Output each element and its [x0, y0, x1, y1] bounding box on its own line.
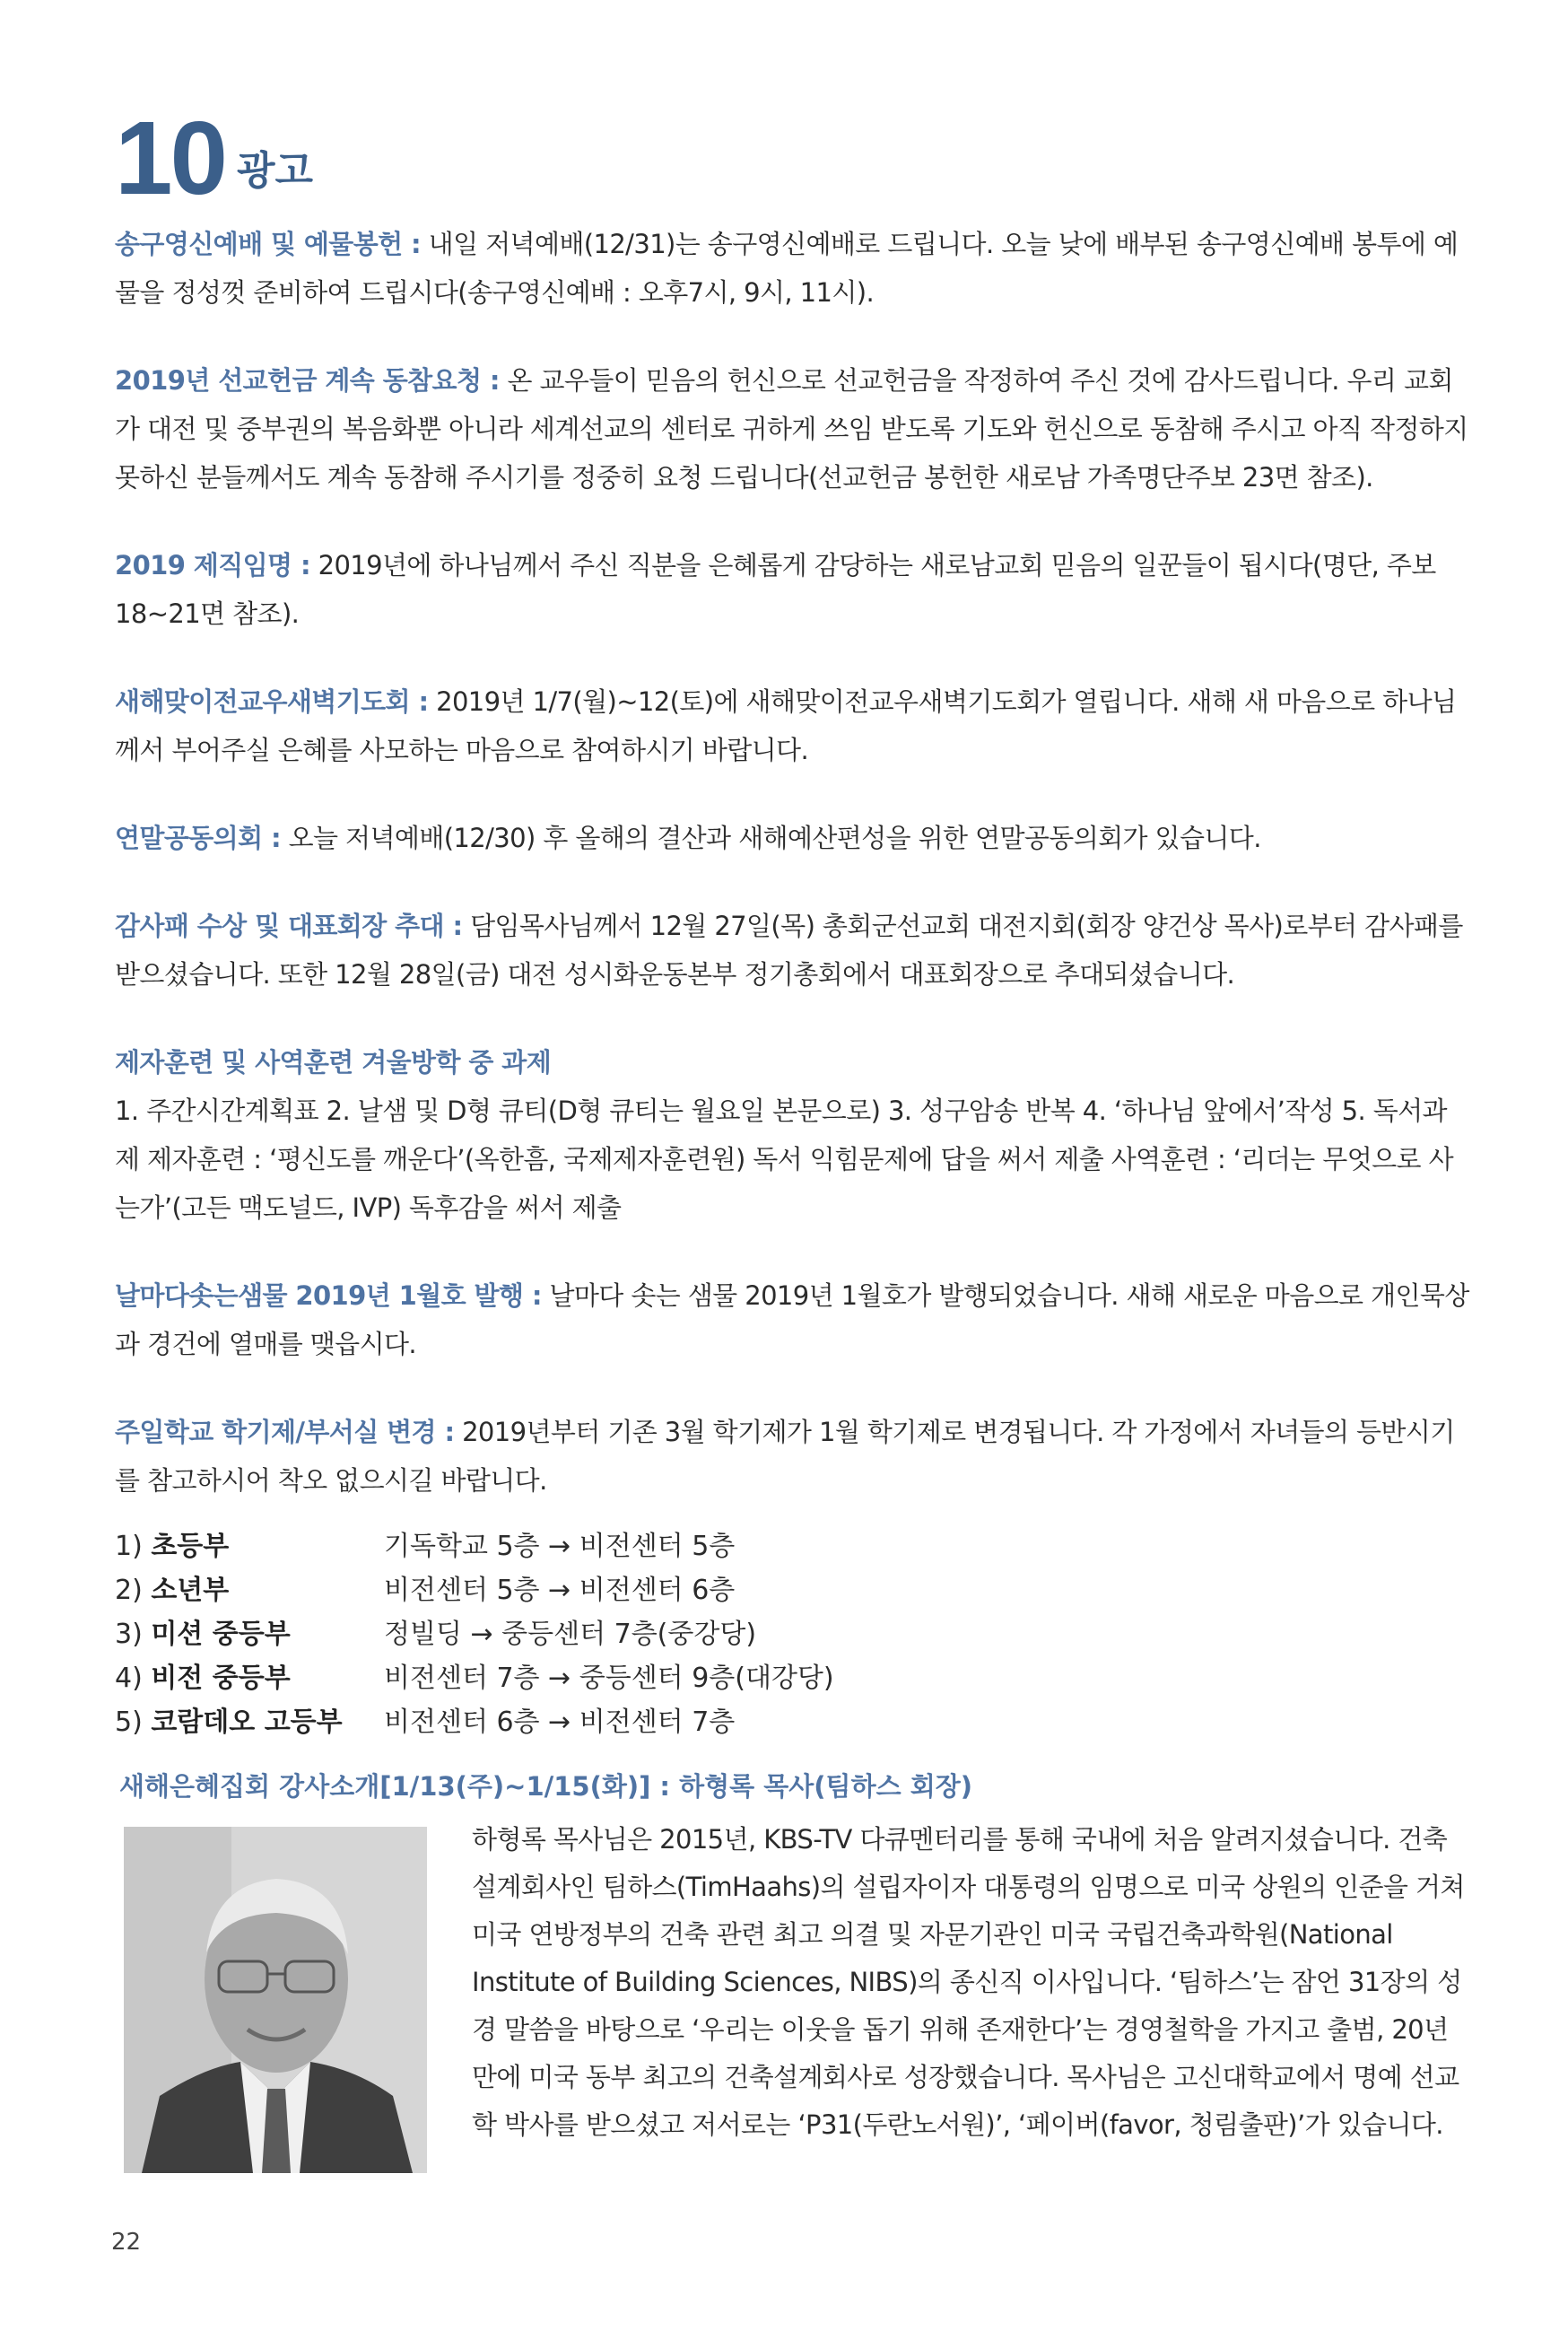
department-move-list: [115, 1524, 1469, 1744]
list-item: [115, 1656, 1469, 1700]
announcement-item: [115, 1271, 1469, 1368]
announcement-body: 2019년에 하나님께서 주신 직분을 은혜롭게 감당하는 새로남교회 믿음의 일꾼들이 됩시다(명단, 주보 18~21면 참조).: [115, 550, 1436, 629]
department-name: 소년부: [151, 1575, 230, 1606]
announcements: [115, 220, 1469, 2173]
announcement-heading: 연말공동의회 :: [115, 823, 281, 853]
assignment-heading: 제자훈련 및 사역훈련 겨울방학 중 과제: [115, 1047, 552, 1078]
announcement-body: 내일 저녁예배(12/31)는 송구영신예배로 드립니다. 오늘 낮에 배부된 송구영신예배 봉투에 예물을 정성껏 준비하여 드립시다(송구영신예배 : 오후7시, 9시, 11시).: [115, 229, 1459, 308]
list-number: 2): [115, 1575, 152, 1606]
speaker-photo: [124, 1827, 427, 2173]
list-number: 3): [115, 1619, 152, 1650]
list-item: [115, 1700, 1469, 1744]
announcement-item: [115, 677, 1469, 774]
speaker-bio: 하형록 목사님은 2015년, KBS-TV 다큐멘터리를 통해 국내에 처음 알려지셨습니다. 건축설계회사인 팀하스(TimHaahs)의 설립자이자 대통령의 임명으로 미국 상원의 인준을 거쳐 미국 연방정부의 건축 관련 최고 의결 및 자문기관인 미국 국립건축과학원(National Institute of Building Sciences, NIBS)의 종신직 이사입니다. ‘팀하스’는 잠언 31장의 성경 말씀을 바탕으로 ‘우리는 이웃을 돕기 위해 존재한다’는 경영철학을 가지고 출범, 20년 만에 미국 동부 최고의 건축설계회사로 성장했습니다. 목사님은 고신대학교에서 명예 선교학 박사를 받으셨고 저서로는 ‘P31(두란노서원)’, ‘페이버(favor, 청림출판)’가 있습니다.: [472, 1824, 1465, 2140]
room-change: 비전센터 6층 → 비전센터 7층: [384, 1707, 736, 1738]
room-change: 비전센터 5층 → 비전센터 6층: [384, 1575, 736, 1606]
announcement-heading: 새해맞이전교우새벽기도회 :: [115, 686, 429, 717]
list-item: [115, 1524, 1469, 1568]
department-name: 초등부: [151, 1531, 230, 1562]
announcement-heading: 날마다솟는샘물 2019년 1월호 발행 :: [115, 1280, 542, 1311]
announcement-body: 2019년부터 기존 3월 학기제가 1월 학기제로 변경됩니다. 각 가정에서 자녀들의 등반시기를 참고하시어 착오 없으시길 바랍니다.: [115, 1417, 1455, 1496]
list-item: [115, 1612, 1469, 1656]
room-change: 기독학교 5층 → 비전센터 5층: [384, 1531, 736, 1562]
announcement-heading: 감사패 수상 및 대표회장 추대 :: [115, 911, 463, 941]
announcement-item: [115, 220, 1469, 317]
department-name: 비전 중등부: [151, 1663, 291, 1694]
announcement-body: 온 교우들이 믿음의 헌신으로 선교헌금을 작정하여 주신 것에 감사드립니다. 우리 교회가 대전 및 중부권의 복음화뿐 아니라 세계선교의 센터로 귀하게 쓰임 받도록 기도와 헌신으로 동참해 주시고 아직 작정하지 못하신 분들께서도 계속 동참해 주시기를 정중히 요청 드립니다(선교헌금 봉헌한 새로남 가족명단주보 23면 참조).: [115, 365, 1468, 493]
assignment-block: [115, 1038, 1469, 1232]
list-item: [115, 1568, 1469, 1612]
section-title: 광고: [237, 148, 314, 194]
announcement-item: [115, 814, 1469, 862]
assignment-body: 1. 주간시간계획표 2. 날샘 및 D형 큐티(D형 큐티는 월요일 본문으로) 3. 성구암송 반복 4. ‘하나님 앞에서’작성 5. 독서과제 제자훈련 : ‘평신도를 깨운다’(옥한흠, 국제제자훈련원) 독서 익힘문제에 답을 써서 제출 사역훈련 : ‘리더는 무엇으로 사는가’(고든 맥도널드, IVP) 독후감을 써서 제출: [115, 1096, 1453, 1223]
department-name: 코람데오 고등부: [151, 1707, 343, 1738]
section-number: 10: [115, 100, 226, 216]
speaker-section: [115, 1816, 1469, 2173]
announcement-body: 2019년 1/7(월)~12(토)에 새해맞이전교우새벽기도회가 열립니다. 새해 새 마음으로 하나님께서 부어주실 은혜를 사모하는 마음으로 참여하시기 바랍니다.: [115, 686, 1457, 765]
portrait-illustration: [124, 1827, 427, 2173]
announcement-item: [115, 356, 1469, 502]
room-change: 비전센터 7층 → 중등센터 9층(대강당): [384, 1663, 834, 1694]
speaker-heading: 새해은혜집회 강사소개[1/13(주)~1/15(화)] : 하형록 목사(팀하스 회장): [119, 1771, 972, 1802]
list-number: 4): [115, 1663, 152, 1694]
announcement-item: [115, 902, 1469, 999]
announcement-item: [115, 541, 1469, 638]
announcement-heading: 송구영신예배 및 예물봉헌 :: [115, 229, 422, 259]
announcement-item: [115, 1408, 1469, 1505]
department-name: 미션 중등부: [151, 1619, 291, 1650]
list-number: 5): [115, 1707, 152, 1738]
room-change: 정빌딩 → 중등센터 7층(중강당): [384, 1619, 757, 1650]
announcement-heading: 2019년 선교헌금 계속 동참요청 :: [115, 365, 500, 396]
list-number: 1): [115, 1531, 152, 1562]
announcement-heading: 2019 제직임명 :: [115, 550, 310, 581]
page-number: 22: [111, 2229, 142, 2256]
announcement-body: 날마다 솟는 샘물 2019년 1월호가 발행되었습니다. 새해 새로운 마음으로 개인묵상과 경건에 열매를 맺읍시다.: [115, 1280, 1469, 1359]
announcement-heading: 주일학교 학기제/부서실 변경 :: [115, 1417, 455, 1447]
announcement-body: 오늘 저녁예배(12/30) 후 올해의 결산과 새해예산편성을 위한 연말공동의회가 있습니다.: [280, 823, 1261, 853]
announcement-body: 담임목사님께서 12월 27일(목) 총회군선교회 대전지회(회장 양건상 목사)로부터 감사패를 받으셨습니다. 또한 12월 28일(금) 대전 성시화운동본부 정기총회에서 대표회장으로 추대되셨습니다.: [115, 911, 1463, 990]
